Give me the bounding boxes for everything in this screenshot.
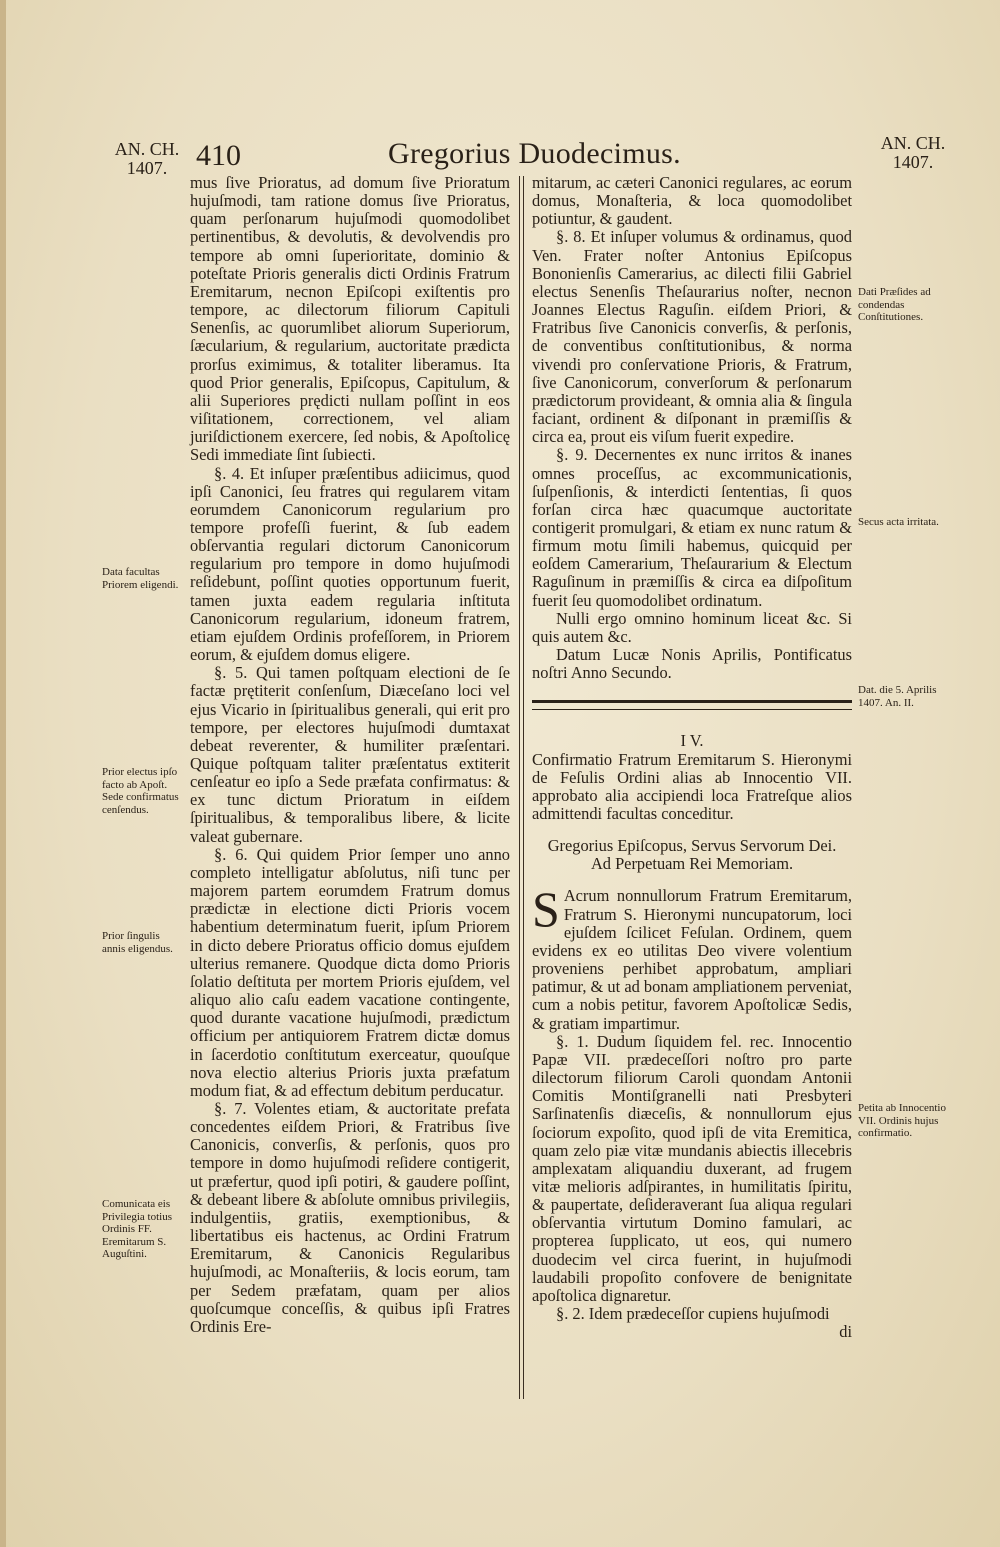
year-value: 1407.	[892, 152, 934, 172]
right-column	[532, 174, 852, 1341]
paragraph-section-2: §. 2. Idem prædeceſſor cupiens hujuſmodi	[556, 1304, 830, 1324]
margin-note: Prior ſingulis annis eligendus.	[102, 930, 173, 955]
margin-note: Dat. die 5. Aprilis 1407. An. II.	[858, 684, 937, 709]
left-column	[190, 174, 510, 1336]
margin-note: Comunicata eis Privilegia totius Ordinis FF. Eremitarum S. Auguſtini.	[102, 1198, 172, 1260]
column-rule	[519, 176, 520, 1399]
salutation	[532, 837, 852, 873]
margin-note: Dati Præſides ad condendas Conſtitutiones.	[858, 286, 931, 323]
paragraph-text: Acrum nonnullorum Fratrum Eremitarum, Fratrum S. Hieronymi nuncupatorum, loci ejuſdem ſcilicet Feſulan. Ordinem, quem evidens ex eo utilitas Deo vivere volentium proveniens perhibet approbatum, ampliari patimur, & ut ad bonam ampliationem perveniat, cum a nobis petitur, favorem Apoſtolicæ Sedis, & gratiam impartimur.	[532, 886, 852, 1033]
paragraph-section-7: §. 7. Volentes etiam, & auctoritate prefata concedentes eiſdem Priori, & Fratribus ſive Canonicis, converſis, & perſonis, quos pro tempore in domo hujuſmodi reſidere contigerit, ut præfertur, quod ipſi potiri, & gaudere poſſint, & debeant libere & abſolute omnibus privilegiis, indulgentiis, gratiis, exemptionibus, & libertatibus eis hactenus, ac Ordini Fratrum Eremitarum, & Canonicis Regularibus hujuſmodi, ac Monaſteriis, & locis eorum, tam per Sedem præfatam, quam per alios quoſcumque conceſſis, & quibus ipſi Fratres Ordinis Ere-	[190, 1098, 510, 1336]
paragraph-section-4: §. 4. Et inſuper præſentibus adiicimus, quod ipſi Canonici, ſeu fratres qui regularem vitam eorumdem Canonicorum regularium pro tempore profeſſi fuerint, & ſub eadem obſervantia regulari dictorum Canonicorum regularium pro tempore in domo hujuſmodi reſidebunt, poſſint quoties opportunum fuerit, tamen juxta eadem regularia inſtituta Canonicorum regularium, idoneum fratrem, etiam ejuſdem Ordinis profeſſorem, in Priorem eorum, & ejuſdem domus eligere.	[190, 463, 510, 665]
year-label: AN. CH.	[880, 133, 946, 153]
year-header-right	[873, 134, 953, 172]
section-divider	[532, 700, 852, 710]
document-number: I V.	[680, 731, 704, 751]
salutation-line: Ad Perpetuam Rei Memoriam.	[590, 854, 794, 874]
margin-note: Petita ab Innocentio VII. Ordinis hujus confirmatio.	[858, 1102, 946, 1139]
catchword: di	[839, 1322, 852, 1342]
paragraph-section-9: §. 9. Decernentes ex nunc irritos & inanes omnes proceſſus, ac excommunicationis, ſuſpenſionis, & interdicti ſententias, ſi quos forſan circa hæc quacumque auctoritate contigerit promulgari, & etiam ex nunc ratum & firmum motu ſimili habemus, quicquid per eoſdem Camerarium, Theſaurarium & Electum Raguſinum in præmiſſis & circa ea diſpoſitum fuerit ſeu quomodolibet ordinatum.	[532, 445, 852, 610]
paragraph-section-8: §. 8. Et inſuper volumus & ordinamus, quod Ven. Frater noſter Antonius Epiſcopus Bononienſis Camerarius, ac dilecti filii Gabriel electus Senenſis Theſaurarius noſter, necnon Joannes Electus Raguſin. eiſdem Priori, & Fratribus ſive Canonicis converſis, & perſonis, de conventibus conſtitutionibus, & norma vivendi pro conſervatione Prioris, & Fratrum, ſive Canonicorum, converſorum & perſonarum prædictorum provideant, & omnia alia & ſingula faciant, ordinent & diſponant in præmiſſis & circa ea, prout eis viſum fuerit expedire.	[532, 227, 852, 447]
paragraph: mus ſive Prioratus, ad domum ſive Prioratum hujuſmodi, tam ratione domus ſive Prioratus, quam perſonarum hujuſmodi quomodolibet pertinentibus, & devolutis, & devolvendis pro tempore ab omni ſuperioritate, dominio & poteſtate Prioris generalis dicti Ordinis Fratrum Eremitarum, necnon Epiſcopi exiſtentis pro tempore, ac dilectorum filiorum Capituli Senenſis, ac quorumlibet aliorum Superiorum, ſæcularium, & regularium, auctoritate prædicta prorſus eximimus, & totaliter liberamus. Ita quod Prior generalis, Epiſcopus, Capitulum, & alii Superiores prędicti nullam poſſint in eos viſitationem, correctionem, vel aliam juriſdictionem exercere, ſed nobis, & Apoſtolicę Sedi immediate ſint ſubiecti.	[190, 173, 510, 465]
page-edge	[0, 0, 6, 1547]
paragraph-date: Datum Lucæ Nonis Aprilis, Pontificatus noſtri Anno Secundo.	[532, 645, 852, 683]
year-label: AN. CH.	[114, 139, 180, 159]
margin-note: Data facultas Priorem eligendi.	[102, 566, 179, 591]
paragraph-section-5: §. 5. Qui tamen poſtquam electioni de ſe factæ prętiterit conſenſum, Diæceſano loci vel ejus Vicario in ſpiritualibus generali, qui erit pro tempore, per electores hujuſmodi dumtaxat debeat reverenter, & humiliter præſentari. Quique poſtquam taliter præſentatus extiterit cenſeatur eo ipſo a Sede præfata confirmatus: & ex tunc dictum Prioratum in eiſdem ſpiritualibus, & temporalibus libere, & licite valeat gubernare.	[190, 663, 510, 846]
margin-note: Secus acta irritata.	[858, 516, 939, 528]
page-number: 410	[196, 139, 241, 172]
paragraph: mitarum, ac cæteri Canonici regulares, ac eorum domus, Monaſteria, & loca quomodolibet potiuntur, & gaudent.	[532, 173, 852, 229]
salutation-line: Gregorius Epiſcopus, Servus Servorum Dei.	[547, 836, 837, 856]
year-header-left	[108, 140, 186, 178]
paragraph-section-6: §. 6. Qui quidem Prior ſemper uno anno completo intelligatur abſolutus, niſi tunc per majorem partem eorumdem Fratrum domus prædictæ in electione dicti Prioris vocem habentium determinatum fuerit, ipſum Priorem in dicto debere Prioratus officio domus ejuſdem ulterius remanere. Quodque dicta domo Prioris ſolatio deſtituta per mortem Prioris ejuſdem, vel aliquo alio caſu eadem vacatione contingente, quod durante vacatione hujuſmodi, prædictum officium per antiquiorem Fratrem dictæ domus in ſacerdotio conſtitutum exerceatur, quouſque nova electio alterius Prioris juxta præfatum modum fiat, & ad effectum debitum perducatur.	[190, 844, 510, 1100]
running-title: Gregorius Duodecimus.	[388, 137, 681, 170]
column-rule	[523, 176, 524, 1399]
year-value: 1407.	[126, 158, 168, 178]
margin-note: Prior electus ipſo facto ab Apoſt. Sede confirmatus cenſendus.	[102, 766, 179, 816]
paragraph-section-1: §. 1. Dudum ſiquidem fel. rec. Innocentio Papæ VII. prædeceſſori noſtro pro parte dilectorum filiorum Caroli quondam Antonii Comitis Montiſgranelli nati Presbyteri Sarſinatenſis diæceſis, & nonnullorum ejus ſociorum expoſito, quod ipſi de vita Eremitica, quam zelo piæ vitæ mundanis abiectis illecebris amplexatam aliquandiu duxerant, ad frugem vitæ melioris adſpirantes, in humilitatis ſpiritu, & paupertate, deſideraverant ſua aliqua regulari obſervantia virtutum Domino famulari, ac propterea ſupplicato, ut eos, qui numero duodecim vel circa fuerint, in hujuſmodi laudabili propoſito confovere de benignitate apoſtolica dignaretur.	[532, 1031, 852, 1305]
paragraph-closing: Nulli ergo omnino hominum liceat &c. Si quis autem &c.	[532, 608, 852, 646]
document-title: Confirmatio Fratrum Eremitarum S. Hieronymi de Feſulis Ordini alias ab Innocentio VII. approbato alia accipiendi loca Fratreſque alios admittendi facultas conceditur.	[532, 749, 852, 823]
opening-paragraph	[532, 881, 852, 1033]
drop-cap: S	[532, 881, 560, 938]
